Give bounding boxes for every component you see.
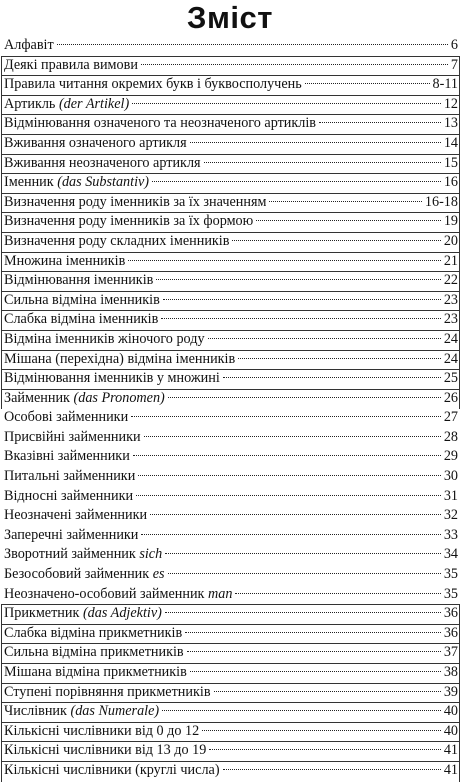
toc-entry-page: 34	[443, 546, 458, 563]
toc-entry[interactable]	[4, 193, 458, 213]
toc-entry-page: 24	[443, 330, 458, 347]
dot-leader	[223, 377, 441, 378]
dot-leader	[156, 279, 440, 280]
toc-entry-page: 32	[443, 507, 458, 524]
toc-entry-label: Множина іменників	[4, 252, 126, 269]
toc-entry-label: Визначення роду складних іменників	[4, 232, 230, 249]
toc-entry-page: 26	[443, 389, 458, 406]
dot-leader	[163, 299, 441, 300]
toc-entry[interactable]	[4, 467, 458, 487]
toc-entry-page: 25	[443, 370, 458, 387]
toc-entry[interactable]	[4, 350, 458, 370]
dot-leader	[214, 691, 441, 692]
dot-leader	[185, 632, 441, 633]
toc-entry-page: 39	[443, 683, 458, 700]
dot-leader	[305, 83, 430, 84]
dot-leader	[165, 553, 441, 554]
toc-entry-page: 29	[443, 448, 458, 465]
toc-entry[interactable]	[4, 604, 458, 624]
toc-entry-label: Прикметник (das Adjektiv)	[4, 605, 162, 622]
toc-entry-label: Вживання неозначеного артикля	[4, 154, 201, 171]
dot-leader	[238, 358, 441, 359]
toc-entry-page: 16-18	[424, 193, 458, 210]
toc-entry[interactable]	[4, 761, 458, 781]
toc-entry-page: 41	[443, 761, 458, 778]
toc-entry[interactable]	[4, 36, 458, 56]
toc-entry-page: 37	[443, 644, 458, 661]
toc-entry[interactable]	[4, 134, 458, 154]
toc-entry[interactable]	[4, 408, 458, 428]
dot-leader	[269, 201, 421, 202]
dot-leader	[144, 436, 441, 437]
dot-leader	[235, 593, 440, 594]
dot-leader	[256, 220, 441, 221]
toc-entry-label: Питальні займенники	[4, 468, 136, 485]
dot-leader	[223, 769, 441, 770]
toc-entry[interactable]	[4, 663, 458, 683]
toc-entry-page: 13	[443, 115, 458, 132]
dot-leader	[128, 260, 441, 261]
toc-entry-page: 8-11	[432, 76, 458, 93]
toc-entry[interactable]	[4, 56, 458, 76]
toc-entry-label: Визначення роду іменників за їх формою	[4, 213, 254, 230]
toc-entry[interactable]	[4, 369, 458, 389]
toc-entry[interactable]	[4, 173, 458, 193]
toc-entry-page: 27	[443, 409, 458, 426]
toc-entry[interactable]	[4, 428, 458, 448]
dot-leader	[208, 338, 441, 339]
dot-leader	[161, 318, 440, 319]
toc-entry-page: 31	[443, 487, 458, 504]
dot-leader	[131, 416, 441, 417]
dot-leader	[168, 397, 441, 398]
toc-entry-label: Присвійні займенники	[4, 428, 141, 445]
toc-entry-page: 15	[443, 154, 458, 171]
toc-entry[interactable]	[4, 487, 458, 507]
toc-entry[interactable]	[4, 624, 458, 644]
dot-leader	[190, 142, 441, 143]
toc-entry-page: 33	[443, 526, 458, 543]
toc-entry-label: Мішана (перехідна) відміна іменників	[4, 350, 236, 367]
dot-leader	[57, 44, 448, 45]
toc-entry-label: Відмінювання іменників у множині	[4, 370, 220, 387]
toc-entry-label: Вказівні займенники	[4, 448, 130, 465]
toc-entry-page: 19	[443, 213, 458, 230]
toc-entry-page: 21	[443, 252, 458, 269]
toc-entry-label: Відмінювання іменників	[4, 272, 154, 289]
toc-entry[interactable]	[4, 271, 458, 291]
toc-entry-page: 28	[443, 428, 458, 445]
dot-leader	[141, 534, 440, 535]
toc-entry-page: 36	[443, 605, 458, 622]
dot-leader	[132, 103, 441, 104]
toc-entry[interactable]	[4, 506, 458, 526]
toc-entry-label: Сильна відміна прикметників	[4, 644, 184, 661]
toc-entry[interactable]	[4, 643, 458, 663]
dot-leader	[138, 475, 441, 476]
toc-entry-label: Артикль (der Artikel)	[4, 95, 130, 112]
toc-entry-page: 7	[450, 56, 458, 73]
toc-entry[interactable]	[4, 114, 458, 134]
toc-entry-page: 23	[443, 311, 458, 328]
toc-entry[interactable]	[4, 447, 458, 467]
dot-leader	[141, 64, 448, 65]
page-title: Зміст	[187, 0, 273, 35]
toc-entry[interactable]	[4, 389, 458, 409]
toc-entry-page: 14	[443, 134, 458, 151]
toc-entry-label: Сильна відміна іменників	[4, 291, 160, 308]
toc-entry-page: 40	[443, 703, 458, 720]
toc-entry-page: 12	[443, 95, 458, 112]
toc-entry-label: Деякі правила вимови	[4, 56, 138, 73]
toc-entry-page: 36	[443, 624, 458, 641]
toc-entry[interactable]	[4, 330, 458, 350]
toc-entry-label: Слабка відміна іменників	[4, 311, 159, 328]
dot-leader	[133, 455, 441, 456]
toc-entry-page: 22	[443, 272, 458, 289]
toc-entry[interactable]	[4, 545, 458, 565]
toc-entry-page: 35	[443, 585, 458, 602]
toc-entry-label: Кількісні числівники від 0 до 12	[4, 722, 200, 739]
toc-entry-label: Кількісні числівники від 13 до 19	[4, 742, 207, 759]
toc-entry-page: 23	[443, 291, 458, 308]
toc-entry-label: Відмінювання означеного та неозначеного артиклів	[4, 115, 317, 132]
toc-entry[interactable]	[4, 212, 458, 232]
dot-leader	[162, 710, 441, 711]
toc-entry[interactable]	[4, 75, 458, 95]
toc-entry[interactable]	[4, 722, 458, 742]
toc-entry-page: 6	[450, 37, 458, 53]
toc-entry-label: Заперечні займенники	[4, 526, 139, 543]
toc-entry-label: Алфавіт	[4, 37, 54, 53]
dot-leader	[202, 730, 441, 731]
toc-entry-page: 35	[443, 566, 458, 583]
dot-leader	[209, 749, 440, 750]
toc-entry-label: Зворотний займенник sich	[4, 546, 163, 563]
toc-entry-page: 24	[443, 350, 458, 367]
toc-entry-label: Визначення роду іменників за їх значенням	[4, 193, 267, 210]
table-of-contents	[4, 36, 458, 781]
dot-leader	[150, 514, 441, 515]
dot-leader	[204, 162, 441, 163]
toc-entry[interactable]	[4, 741, 458, 761]
dot-leader	[187, 651, 441, 652]
toc-entry-label: Правила читання окремих букв і буквосполучень	[4, 76, 302, 93]
dot-leader	[165, 612, 441, 613]
toc-entry-page: 41	[443, 742, 458, 759]
toc-entry-label: Займенник (das Pronomen)	[4, 389, 165, 406]
dot-leader	[136, 495, 441, 496]
toc-entry-label: Особові займенники	[4, 409, 129, 426]
dot-leader	[152, 181, 441, 182]
toc-entry-label: Неозначено-особовий займенник man	[4, 585, 233, 602]
dot-leader	[168, 573, 441, 574]
toc-entry[interactable]	[4, 702, 458, 722]
toc-entry-page: 40	[443, 722, 458, 739]
toc-entry-page: 16	[443, 174, 458, 191]
toc-entry-label: Мішана відміна прикметників	[4, 664, 187, 680]
toc-entry-label: Відносні займенники	[4, 487, 134, 504]
dot-leader	[232, 240, 440, 241]
toc-entry[interactable]	[4, 310, 458, 330]
toc-entry-label: Неозначені займенники	[4, 507, 148, 524]
toc-entry[interactable]	[4, 291, 458, 311]
toc-entry-label: Вживання означеного артикля	[4, 134, 187, 151]
dot-leader	[190, 671, 441, 672]
toc-entry[interactable]	[4, 683, 458, 703]
toc-entry-label: Слабка відміна прикметників	[4, 624, 183, 641]
toc-entry[interactable]	[4, 232, 458, 252]
toc-entry-label: Іменник (das Substantiv)	[4, 174, 150, 191]
toc-entry-label: Безособовий займенник es	[4, 566, 165, 583]
toc-entry-label: Відміна іменників жіночого роду	[4, 330, 205, 347]
toc-entry-page: 20	[443, 232, 458, 249]
toc-entry[interactable]	[4, 585, 458, 605]
toc-entry-label: Ступені порівняння прикметників	[4, 683, 211, 700]
toc-entry-page: 30	[443, 468, 458, 485]
toc-entry[interactable]	[4, 95, 458, 115]
dot-leader	[319, 122, 441, 123]
toc-entry[interactable]	[4, 526, 458, 546]
toc-entry[interactable]	[4, 154, 458, 174]
toc-entry-label: Числівник (das Numerale)	[4, 703, 160, 720]
toc-entry[interactable]	[4, 565, 458, 585]
toc-entry-label: Кількісні числівники (круглі числа)	[4, 761, 220, 778]
toc-entry[interactable]	[4, 252, 458, 272]
toc-entry-page: 38	[443, 664, 458, 680]
